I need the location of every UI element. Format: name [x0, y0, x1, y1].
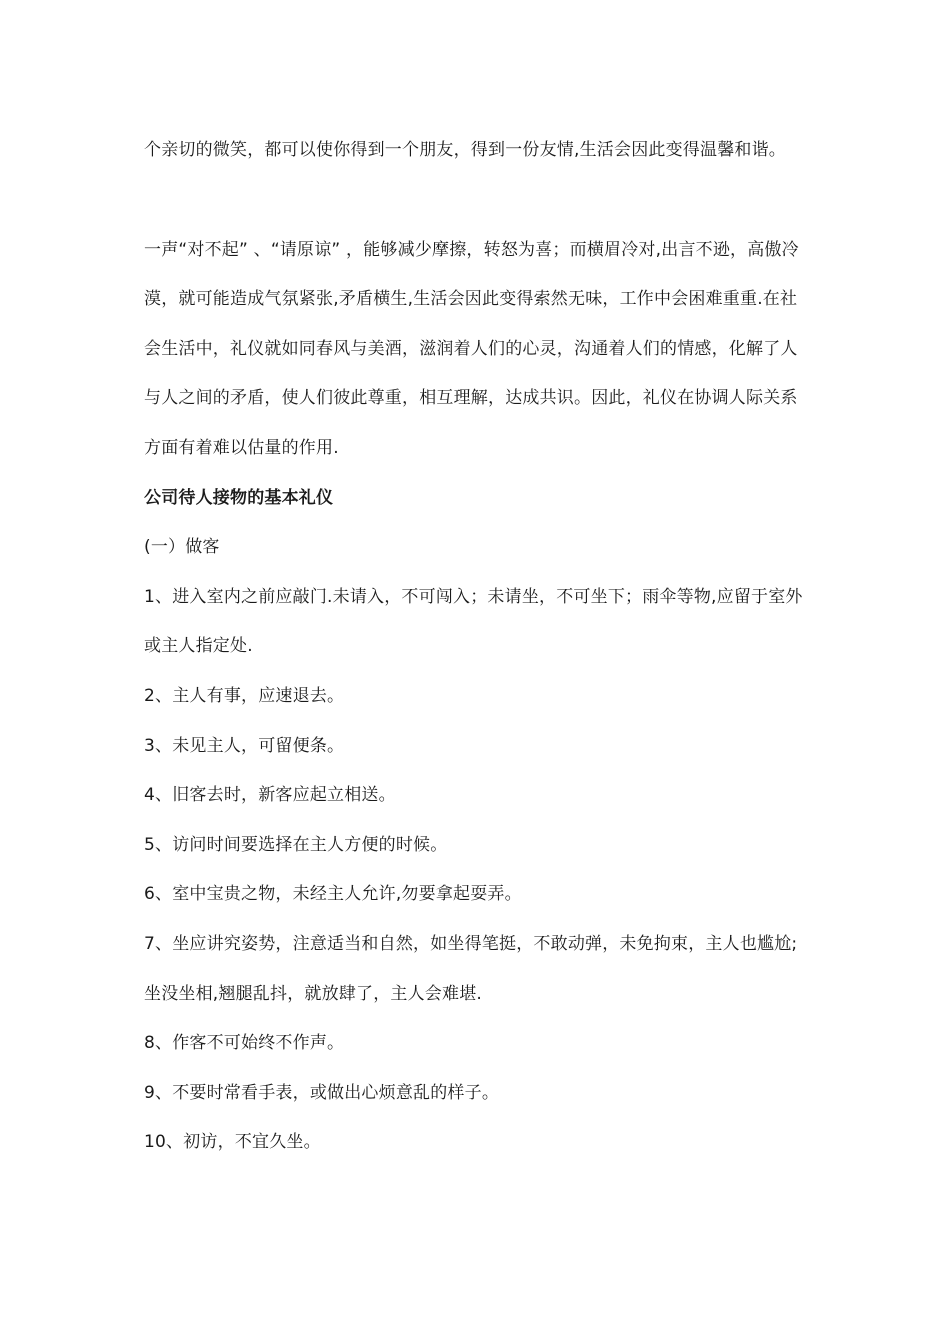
- paragraph-gap: [144, 176, 812, 226]
- section-heading: 公司待人接物的基本礼仪: [144, 487, 334, 508]
- list-item: 3、未见主人，可留便条。: [144, 735, 345, 756]
- document-body: [144, 126, 812, 1168]
- list-item: 2、主人有事，应速退去。: [144, 685, 345, 706]
- list-item: 5、访问时间要选择在主人方便的时候。: [144, 834, 448, 855]
- list-item: 6、室中宝贵之物，未经主人允许,勿要拿起耍弄。: [144, 884, 522, 905]
- list-item: 10、初访，不宜久坐。: [144, 1132, 321, 1153]
- list-item: 7、坐应讲究姿势，注意适当和自然，如坐得笔挺，不敢动弹，未免拘束，主人也尴尬;坐没坐相,翘腿乱抖，就放肆了，主人会难堪.: [144, 933, 798, 1004]
- list-item: 8、作客不可始终不作声。: [144, 1033, 345, 1054]
- list-item: 9、不要时常看手表，或做出心烦意乱的样子。: [144, 1082, 500, 1103]
- subsection-heading: (一）做客: [144, 537, 220, 558]
- list-item: 4、旧客去时，新客应起立相送。: [144, 785, 396, 806]
- list-item: 1、进入室内之前应敲门.未请入，不可闯入；未请坐，不可坐下；雨伞等物,应留于室外或主人指定处.: [144, 586, 803, 657]
- paragraph-intro-end: 个亲切的微笑，都可以使你得到一个朋友，得到一份友情,生活会因此变得温馨和谐。: [144, 140, 787, 160]
- paragraph-apology: 一声“对不起” 、“请原谅” ，能够减少摩擦，转怒为喜；而横眉冷对,出言不逊，高傲冷漠，就可能造成气氛紧张,矛盾横生,生活会因此变得索然无味，工作中会困难重重.在社会生活中，礼仪就如同春风与美酒，滋润着人们的心灵，沟通着人们的情感，化解了人与人之间的矛盾，使人们彼此尊重，相互理解，达成共识。因此，礼仪在协调人际关系方面有着难以估量的作用.: [144, 239, 799, 458]
